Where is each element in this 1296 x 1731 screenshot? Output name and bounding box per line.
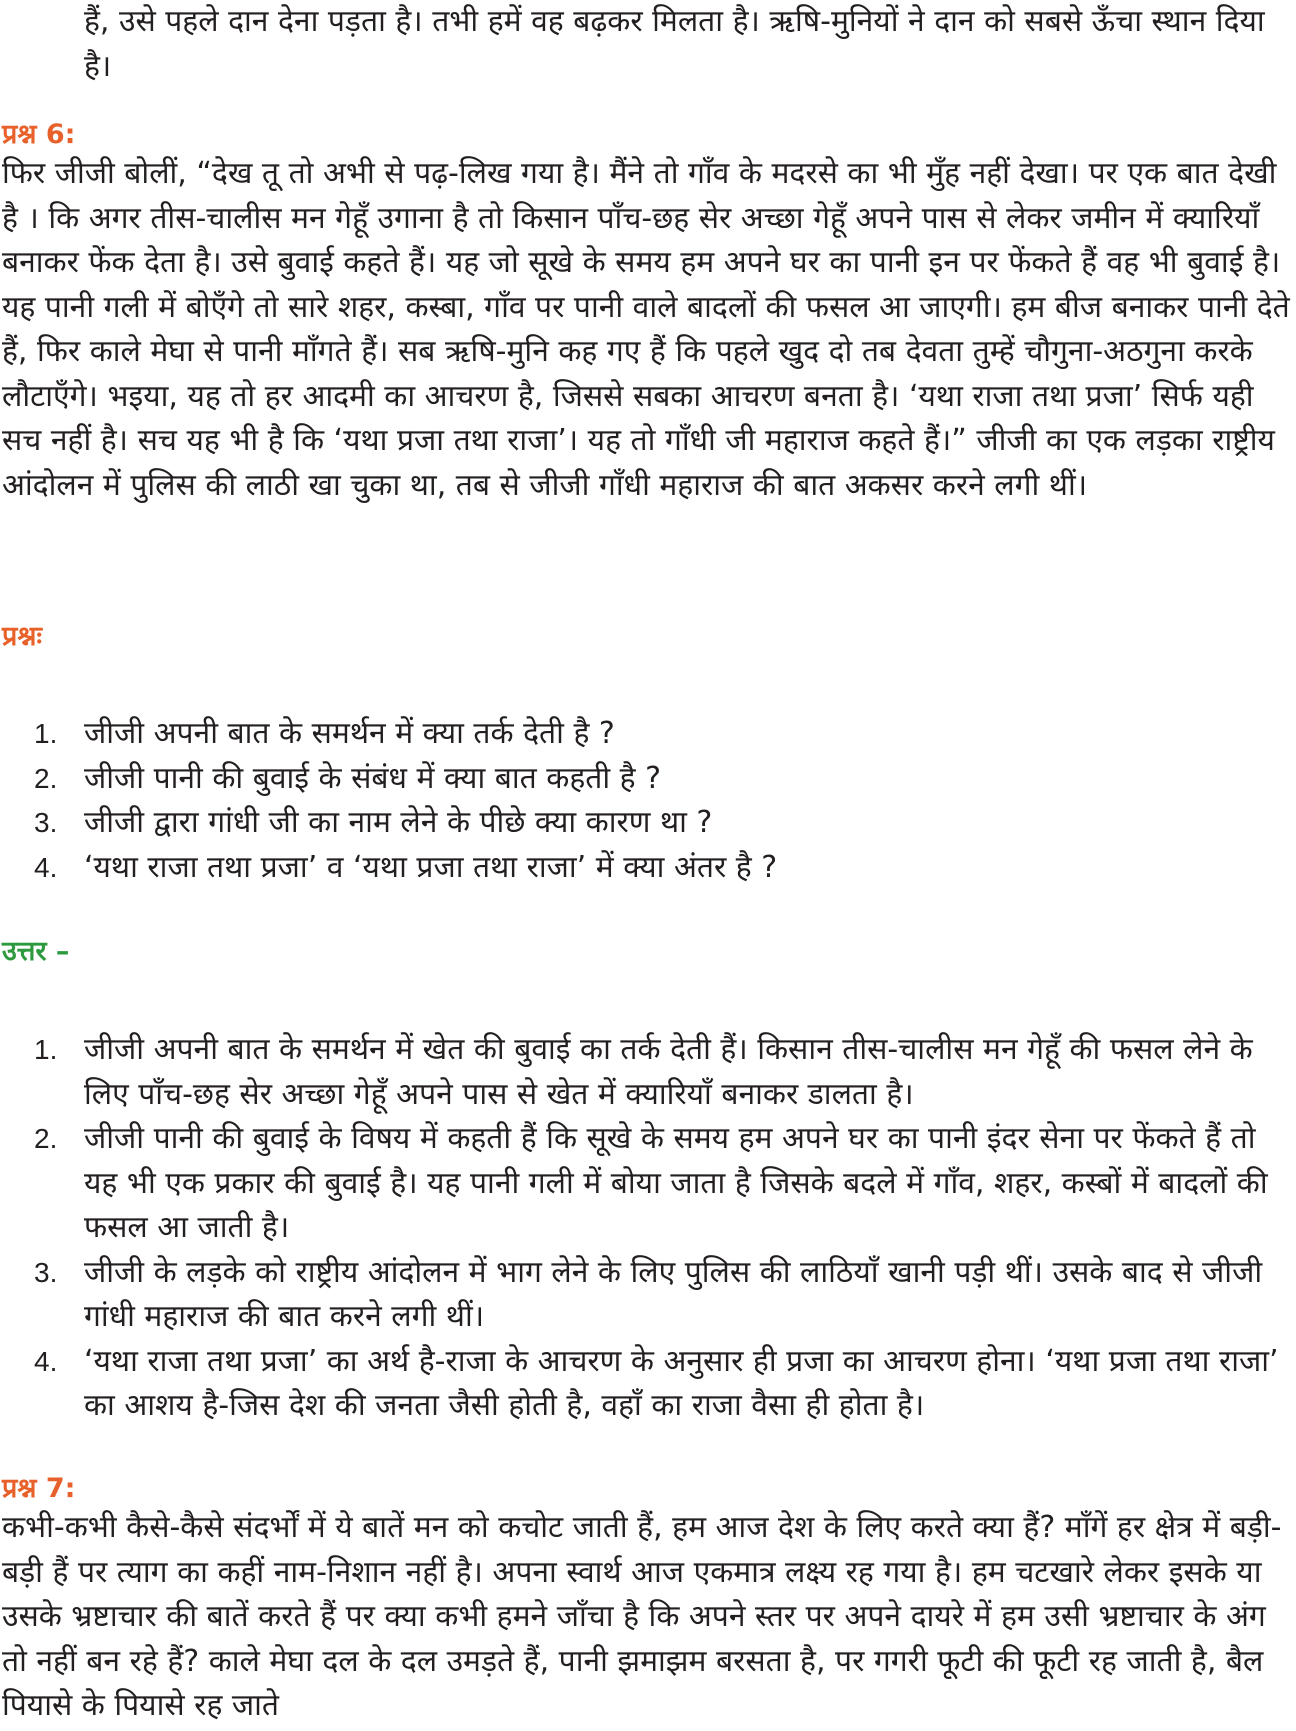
question-6-heading: प्रश्न 6: — [2, 119, 76, 150]
answer-text: जीजी पानी की बुवाई के विषय में कहती हैं कि सूखे के समय हम अपने घर का पानी इंदर सेना पर फेंकते हैं तो यह भी एक प्रकार की बुवाई है। यह पानी गली में बोया जाता है जिसके बदले में गाँव, शहर, कस्बों में बादलों की फसल आ जाती है। — [84, 1121, 1268, 1245]
list-item — [0, 1340, 1290, 1429]
list-item — [0, 801, 1290, 846]
questions-list — [0, 712, 1290, 890]
list-number: 2. — [34, 762, 58, 794]
question-text: ‘यथा राजा तथा प्रजा’ व ‘यथा प्रजा तथा राजा’ में क्या अंतर है ? — [84, 849, 778, 885]
list-number: 1. — [34, 718, 58, 749]
list-item — [0, 1028, 1290, 1117]
question-text: जीजी अपनी बात के समर्थन में क्या तर्क देती है ? — [84, 716, 615, 751]
list-item — [0, 757, 1290, 802]
list-number: 2. — [34, 1123, 58, 1154]
question-text: जीजी द्वारा गांधी जी का नाम लेने के पीछे क्या कारण था ? — [84, 805, 713, 840]
intro-continuation-text: हैं, उसे पहले दान देना पड़ता है। तभी हमें वह बढ़कर मिलता है। ऋषि-मुनियों ने दान को सबसे ऊँचा स्थान दिया है। — [84, 4, 1265, 84]
list-item — [0, 712, 1290, 757]
answers-heading: उत्तर – — [2, 936, 70, 967]
list-number: 4. — [34, 1345, 58, 1377]
list-item — [0, 1117, 1290, 1251]
answer-text: जीजी अपनी बात के समर्थन में खेत की बुवाई का तर्क देती हैं। किसान तीस-चालीस मन गेहूँ की फसल लेने के लिए पाँच-छह सेर अच्छा गेहूँ अपने पास से खेत में क्यारियाँ बनाकर डालता है। — [84, 1032, 1253, 1112]
list-number: 3. — [34, 807, 58, 838]
answers-list — [0, 1028, 1290, 1429]
question-7-heading: प्रश्न 7: — [2, 1473, 76, 1504]
list-number: 4. — [34, 851, 58, 883]
answer-text: ‘यथा राजा तथा प्रजा’ का अर्थ है-राजा के आचरण के अनुसार ही प्रजा का आचरण होना। ‘यथा प्रजा तथा राजा’ का आशय है-जिस देश की जनता जैसी होती है, वहाँ का राजा वैसा ही होता है। — [84, 1343, 1279, 1423]
question-7-passage: कभी-कभी कैसे-कैसे संदर्भों में ये बातें मन को कचोट जाती हैं, हम आज देश के लिए करते क्या हैं? माँगें हर क्षेत्र में बड़ी-बड़ी हैं पर त्याग का कहीं नाम-निशान नहीं है। अपना स्वार्थ आज एकमात्र लक्ष्य रह गया है। हम चटखारे लेकर इसके या उसके भ्रष्टाचार की बातें करते हैं पर क्या कभी हमने जाँचा है कि अपने स्तर पर अपने दायरे में हम उसी भ्रष्टाचार के अंग तो नहीं बन रहे हैं? काले मेघा दल के दल उमड़ते हैं, पानी झमाझम बरसता है, पर गगरी फूटी की फूटी रह जाती है, बैल पियासे के पियासे रह जाते — [2, 1510, 1282, 1723]
question-text: जीजी पानी की बुवाई के संबंध में क्या बात कहती है ? — [84, 760, 662, 796]
answer-text: जीजी के लड़के को राष्ट्रीय आंदोलन में भाग लेने के लिए पुलिस की लाठियाँ खानी पड़ी थीं। उसके बाद से जीजी गांधी महाराज की बात करने लगी थीं। — [84, 1254, 1263, 1334]
list-number: 1. — [34, 1034, 58, 1065]
list-item — [0, 1251, 1290, 1340]
list-item — [0, 846, 1290, 891]
question-6-passage: फिर जीजी बोलीं, “देख तू तो अभी से पढ़-लिख गया है। मैंने तो गाँव के मदरसे का भी मुँह नहीं देखा। पर एक बात देखी है । कि अगर तीस-चालीस मन गेहूँ उगाना है तो किसान पाँच-छह सेर अच्छा गेहूँ अपने पास से लेकर जमीन में क्यारियाँ बनाकर फेंक देता है। उसे बुवाई कहते हैं। यह जो सूखे के समय हम अपने घर का पानी इन पर फेंकते हैं वह भी बुवाई है। यह पानी गली में बोएँगे तो सारे शहर, कस्बा, गाँव पर पानी वाले बादलों की फसल आ जाएगी। हम बीज बनाकर पानी देते हैं, फिर काले मेघा से पानी माँगते हैं। सब ऋषि-मुनि कह गए हैं कि पहले खुद दो तब देवता तुम्हें चौगुना-अठगुना करके लौटाएँगे। भइया, यह तो हर आदमी का आचरण है, जिससे सबका आचरण बनता है। ‘यथा राजा तथा प्रजा’ सिर्फ यही सच नहीं है। सच यह भी है कि ‘यथा प्रजा तथा राजा’। यह तो गाँधी जी महाराज कहते हैं।” जीजी का एक लड़का राष्ट्रीय आंदोलन में पुलिस की लाठी खा चुका था, तब से जीजी गाँधी महाराज की बात अकसर करने लगी थीं। — [2, 156, 1290, 503]
list-number: 3. — [34, 1256, 58, 1288]
questions-heading: प्रश्नः — [2, 621, 42, 652]
